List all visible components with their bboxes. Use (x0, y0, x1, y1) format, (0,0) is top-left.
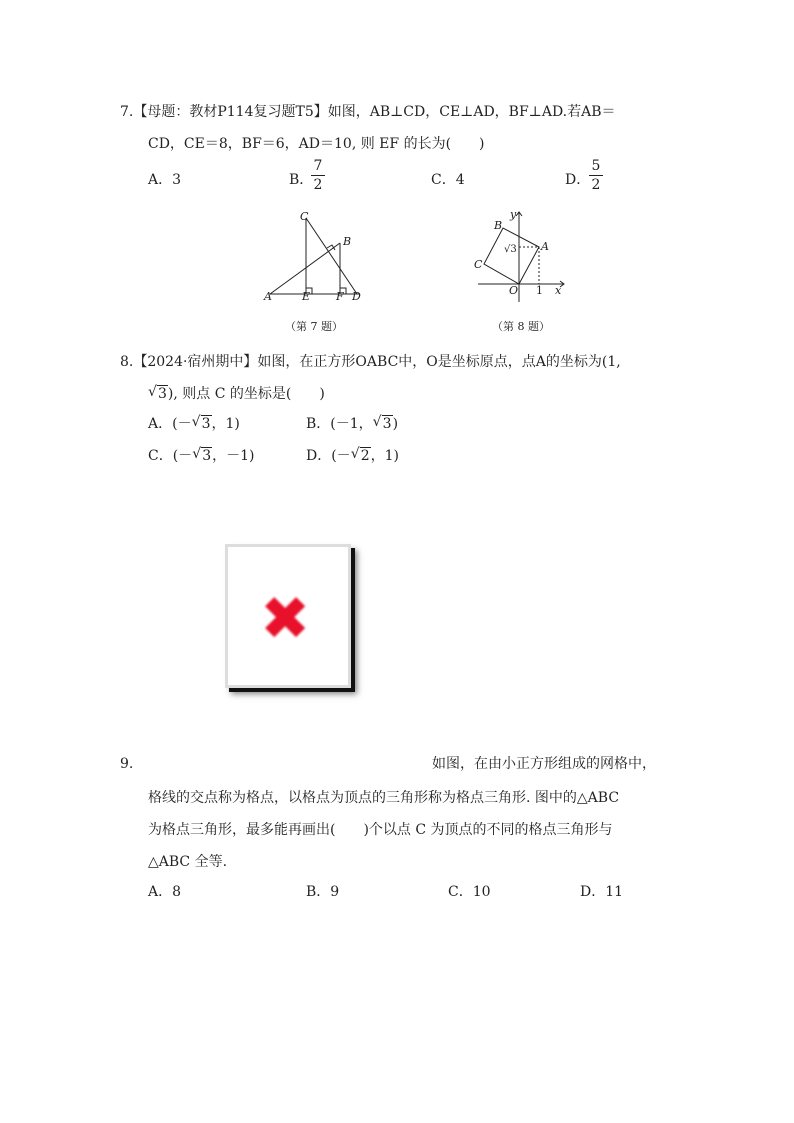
q8-label-y: y (510, 208, 517, 221)
q8-label-a: A (541, 240, 549, 253)
q8-option-d: D．(－ √ 2，1) (306, 446, 399, 464)
q7-label-a: A (264, 290, 272, 303)
q8-option-b: B．(－1， √ 3) (306, 414, 399, 432)
q7-label-c: C (300, 210, 309, 223)
q9-stem-line4: △ABC 全等. (148, 854, 228, 870)
q7-label-b: B (343, 235, 352, 248)
q9-option-b: B．9 (306, 884, 340, 900)
q8-label-o: O (509, 284, 519, 297)
q7-option-d-fraction (589, 158, 603, 193)
q8-stem-line1: 8.【2024·宿州期中】如图，在正方形OABC中，O是坐标原点，点A的坐标为(1, (120, 354, 621, 370)
q8-label-sqrt3: √3 (504, 244, 517, 255)
q8-label-c: C (474, 258, 483, 271)
q9-stem-line1: 如图，在由小正方形组成的网格中， (432, 756, 656, 772)
q7-option-b-label: B． (289, 172, 314, 188)
q9-option-a: A．8 (148, 884, 182, 900)
q7-option-b-numerator: 7 (313, 158, 323, 174)
q7-label-d: D (352, 290, 361, 303)
q7-figure (260, 208, 370, 304)
q7-stem-line2: CD，CE＝8，BF＝6，AD＝10, 则 EF 的长为( ) (148, 136, 485, 152)
q7-option-d-label: D． (565, 172, 591, 188)
q8-label-b: B (494, 219, 503, 232)
broken-image-icon: ✖ (260, 584, 311, 654)
q7-figure-caption: （第 7 题） (285, 320, 343, 333)
q8-figure-caption: （第 8 题） (492, 320, 550, 333)
q7-option-b-denominator: 2 (313, 177, 323, 193)
q9-number: 9. (120, 756, 134, 772)
q8-label-x: x (555, 284, 562, 297)
q7-label-f: F (336, 290, 344, 303)
q7-option-a: A．3 (148, 172, 182, 188)
q9-stem-line3: 为格点三角形，最多能再画出( )个以点 C 为顶点的不同的格点三角形与 (148, 822, 613, 838)
q8-label-1: 1 (536, 284, 543, 297)
q7-label-e: E (302, 290, 311, 303)
q8-option-a: A．(－ √ 3，1) (148, 414, 240, 432)
q8-figure (468, 206, 568, 304)
q7-stem-line1: 7.【母题：教材P114复习题T5】如图，AB⊥CD，CE⊥AD，BF⊥AD.若AB＝ (120, 104, 616, 120)
q9-option-d: D．11 (580, 884, 624, 900)
q7-option-c: C．4 (431, 172, 465, 188)
q7-option-d-numerator: 5 (591, 158, 601, 174)
q7-option-b-fraction (311, 158, 325, 193)
q8-sqrt: √ 3 (148, 384, 167, 402)
broken-image-placeholder (225, 544, 351, 688)
q8-stem-line2: √ 3), 则点 C 的坐标是( ) (148, 384, 325, 402)
q9-option-c: C．10 (448, 884, 491, 900)
q8-option-c: C．(－ √ 3，－1) (148, 446, 255, 464)
q9-stem-line2: 格线的交点称为格点，以格点为顶点的三角形称为格点三角形. 图中的△ABC (148, 790, 620, 806)
q7-option-d-denominator: 2 (591, 177, 601, 193)
